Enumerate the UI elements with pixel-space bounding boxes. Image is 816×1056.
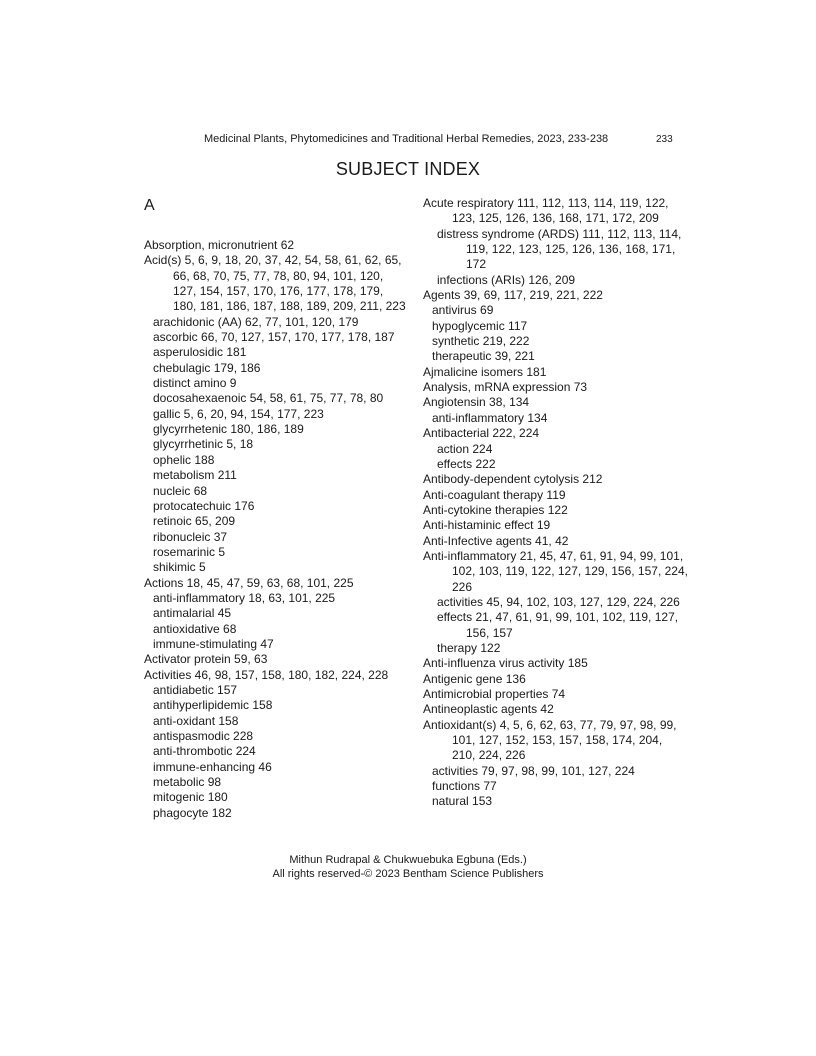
index-subentry: activities 79, 97, 98, 99, 101, 127, 224 (432, 763, 635, 778)
index-subentry: ribonucleic 37 (153, 529, 228, 544)
index-subentry: glycyrrhetenic 180, 186, 189 (153, 422, 304, 437)
index-entry: Analysis, mRNA expression 73 (423, 380, 588, 395)
index-entry: Anti-histaminic effect 19 (423, 518, 551, 533)
index-entry: Antibacterial 222, 224 (423, 426, 540, 441)
index-entry: Acute respiratory 111, 112, 113, 114, 119, 122, 123, 125, 126, 136, 168, 171, 172, 209 (423, 196, 669, 226)
index-subentry: antidiabetic 157 (153, 682, 238, 697)
index-subentry: antimalarial 45 (153, 606, 232, 621)
index-subentry: ophelic 188 (153, 452, 215, 467)
index-entry: Anti-coagulant therapy 119 (423, 487, 566, 502)
index-entry: Angiotensin 38, 134 (423, 395, 530, 410)
index-entry: Antibody-dependent cytolysis 212 (423, 472, 603, 487)
index-entry: Acid(s) 5, 6, 9, 18, 20, 37, 42, 54, 58, 61, 62, 65, 66, 68, 70, 75, 77, 78, 80, 94, 101, 120, 127, 154, 157, 170, 176, 177, 178, 179, 180, 181, 186, 187, 188, 189, 209, 211, 223 (144, 253, 406, 314)
footer-editors: Mithun Rudrapal & Chukwuebuka Egbuna (Eds.) (289, 854, 527, 866)
index-subentry: action 224 (437, 441, 493, 456)
index-entry: Absorption, micronutrient 62 (144, 238, 295, 252)
index-subentry: distress syndrome (ARDS) 111, 112, 113, 114, 119, 122, 123, 125, 126, 136, 168, 171, 172 (437, 226, 682, 272)
index-subentry: effects 222 (437, 456, 496, 471)
index-subentry: chebulagic 179, 186 (153, 360, 261, 375)
index-entry: Antioxidant(s) 4, 5, 6, 62, 63, 77, 79, 97, 98, 99, 101, 127, 152, 153, 157, 158, 174, 204, 210, 224, 226 (423, 717, 677, 763)
index-entry: Anti-influenza virus activity 185 (423, 656, 588, 671)
section-letter-heading: A (144, 197, 155, 214)
page-number: 233 (656, 134, 673, 145)
index-subentry: rosemarinic 5 (153, 544, 226, 559)
index-entry: Anti-inflammatory 21, 45, 47, 61, 91, 94, 99, 101, 102, 103, 119, 122, 127, 129, 156, 157, 224, 226 (423, 548, 688, 594)
page-title: SUBJECT INDEX (335, 159, 481, 179)
index-subentry: hypoglycemic 117 (432, 318, 528, 333)
index-subentry: antispasmodic 228 (153, 729, 254, 743)
index-entry: Agents 39, 69, 117, 219, 221, 222 (423, 288, 603, 303)
index-entry: Antigenic gene 136 (423, 671, 526, 686)
index-subentry: anti-oxidant 158 (153, 713, 239, 728)
index-subentry: synthetic 219, 222 (432, 334, 530, 349)
index-subentry: anti-inflammatory 18, 63, 101, 225 (153, 590, 336, 605)
index-subentry: distinct amino 9 (153, 376, 237, 391)
index-subentry: phagocyte 182 (153, 805, 232, 820)
index-subentry: anti-thrombotic 224 (153, 744, 256, 759)
index-entry: Ajmalicine isomers 181 (423, 364, 547, 379)
index-subentry: shikimic 5 (153, 560, 206, 575)
index-column-right (423, 196, 688, 810)
index-subentry: anti-inflammatory 134 (432, 410, 548, 425)
right-entries (423, 196, 688, 810)
index-entry: Anti-Infective agents 41, 42 (423, 533, 569, 548)
index-subentry: antivirus 69 (432, 303, 494, 318)
index-subentry: asperulosidic 181 (153, 345, 247, 360)
index-subentry: activities 45, 94, 102, 103, 127, 129, 224, 226 (437, 594, 680, 609)
index-subentry: gallic 5, 6, 20, 94, 154, 177, 223 (153, 406, 324, 421)
index-subentry: docosahexaenoic 54, 58, 61, 75, 77, 78, 80 (153, 391, 384, 406)
index-subentry: mitogenic 180 (153, 790, 228, 805)
index-entry: Antineoplastic agents 42 (423, 702, 554, 717)
index-column-left (144, 196, 409, 821)
index-entry: Antimicrobial properties 74 (423, 687, 566, 701)
index-subentry: metabolic 98 (153, 775, 222, 790)
index-subentry: infections (ARIs) 126, 209 (437, 272, 576, 287)
index-subentry: functions 77 (432, 779, 497, 794)
index-entry: Activator protein 59, 63 (144, 652, 268, 667)
index-entry: Activities 46, 98, 157, 158, 180, 182, 224, 228 (144, 667, 389, 682)
index-subentry: therapy 122 (437, 640, 501, 655)
index-subentry: glycyrrhetinic 5, 18 (153, 437, 254, 452)
index-subentry: protocatechuic 176 (153, 498, 255, 513)
index-subentry: metabolism 211 (153, 468, 237, 483)
index-subentry: antihyperlipidemic 158 (153, 698, 273, 713)
index-entry: Actions 18, 45, 47, 59, 63, 68, 101, 225 (144, 575, 354, 590)
left-entries (144, 238, 409, 821)
running-header: Medicinal Plants, Phytomedicines and Traditional Herbal Remedies, 2023, 233-238 (204, 133, 609, 145)
index-subentry: effects 21, 47, 61, 91, 99, 101, 102, 119, 127, 156, 157 (437, 610, 679, 640)
index-entry: Anti-cytokine therapies 122 (423, 502, 568, 517)
index-subentry: nucleic 68 (153, 483, 208, 498)
index-subentry: arachidonic (AA) 62, 77, 101, 120, 179 (153, 314, 359, 329)
index-subentry: immune-enhancing 46 (153, 759, 272, 774)
index-subentry: antioxidative 68 (153, 621, 237, 636)
footer-copyright: All rights reserved-© 2023 Bentham Science Publishers (272, 868, 544, 880)
index-subentry: natural 153 (432, 794, 493, 809)
index-subentry: immune-stimulating 47 (153, 636, 274, 651)
index-subentry: retinoic 65, 209 (153, 514, 236, 529)
index-subentry: therapeutic 39, 221 (432, 349, 535, 364)
index-subentry: ascorbic 66, 70, 127, 157, 170, 177, 178, 187 (153, 330, 395, 345)
